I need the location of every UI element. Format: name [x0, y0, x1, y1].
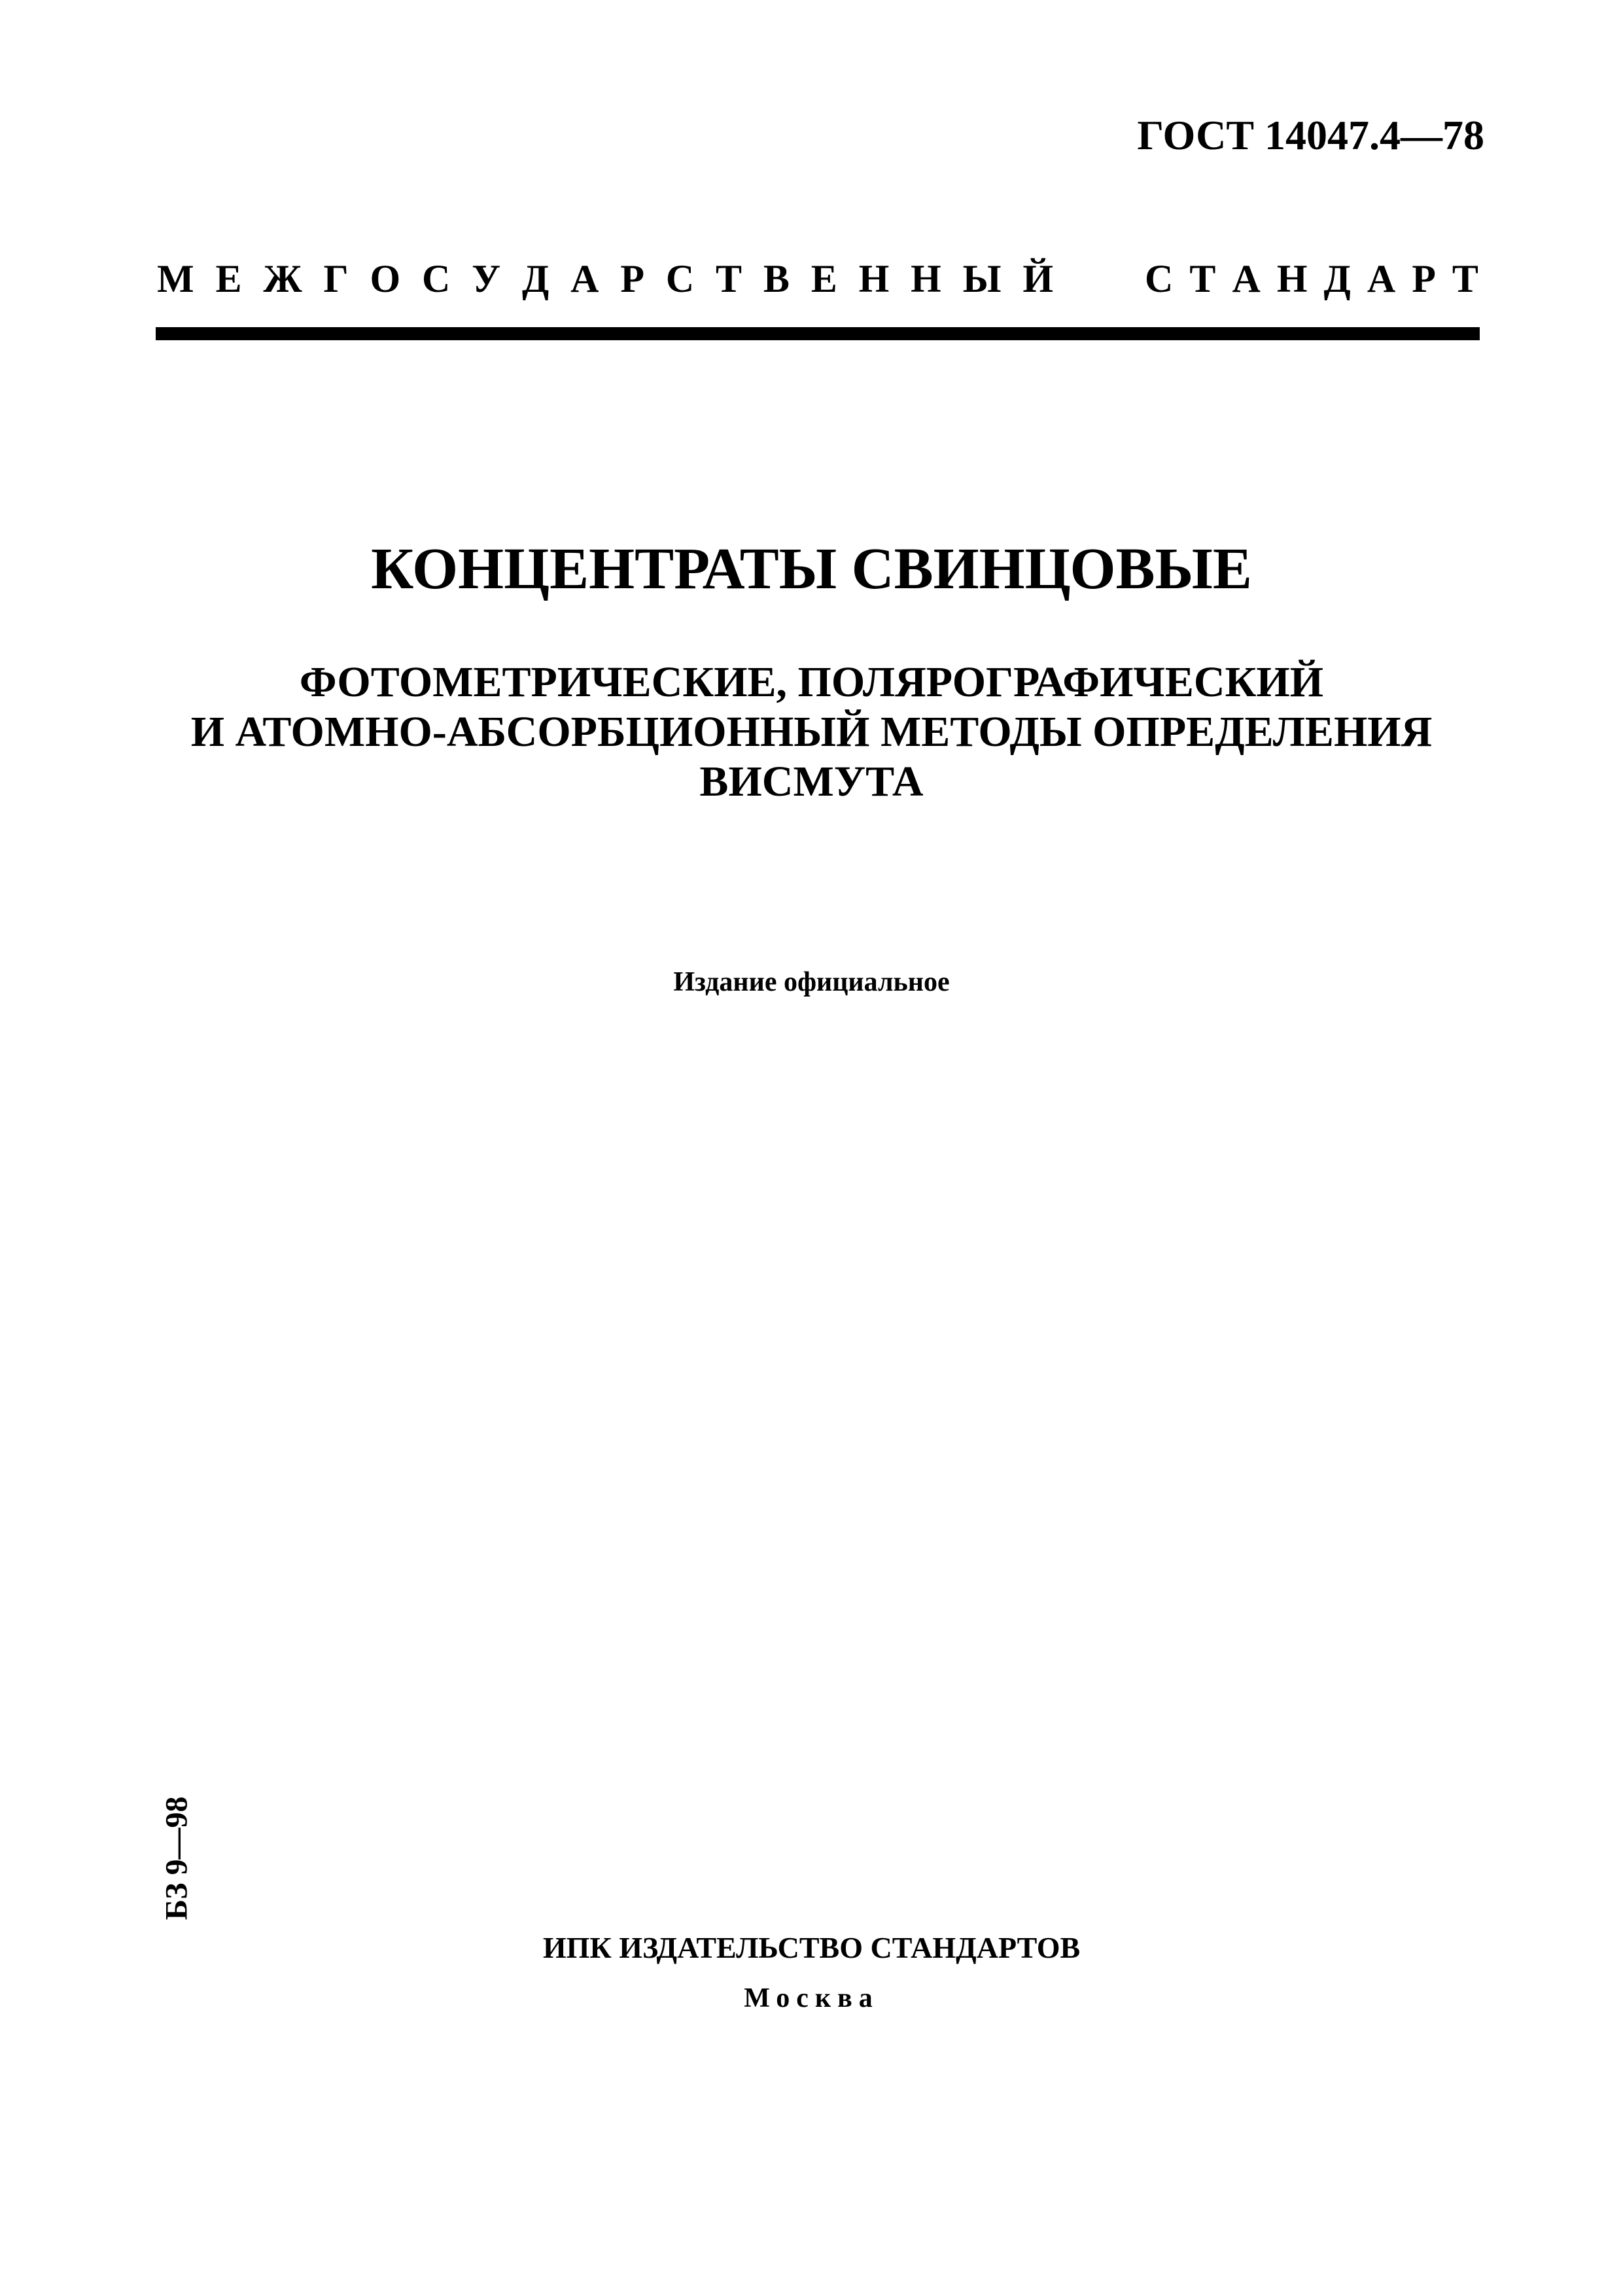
- header-rule: [156, 327, 1480, 340]
- subtitle-line: ФОТОМЕТРИЧЕСКИЕ, ПОЛЯРОГРАФИЧЕСКИЙ: [299, 658, 1324, 706]
- side-label: БЗ 9—98: [159, 1796, 194, 1920]
- document-title: КОНЦЕНТРАТЫ СВИНЦОВЫЕ: [371, 537, 1252, 601]
- subtitle-line: И АТОМНО-АБСОРБЦИОННЫЙ МЕТОДЫ ОПРЕДЕЛЕНИЯ: [190, 708, 1433, 756]
- edition-note: Издание официальное: [673, 967, 950, 997]
- banner-word-interstate: М Е Ж Г О С У Д А Р С Т В Е Н Н Ы Й: [157, 257, 1053, 300]
- banner-word-standard: С Т А Н Д А Р Т: [1145, 257, 1478, 300]
- publisher-name: ИПК ИЗДАТЕЛЬСТВО СТАНДАРТОВ: [542, 1931, 1081, 1964]
- document-code: ГОСТ 14047.4—78: [1137, 112, 1484, 158]
- document-subtitle: [0, 658, 1623, 807]
- publisher-city: Москва: [744, 1983, 879, 2013]
- subtitle-line: ВИСМУТА: [699, 758, 924, 805]
- standard-type-banner: [157, 256, 1478, 302]
